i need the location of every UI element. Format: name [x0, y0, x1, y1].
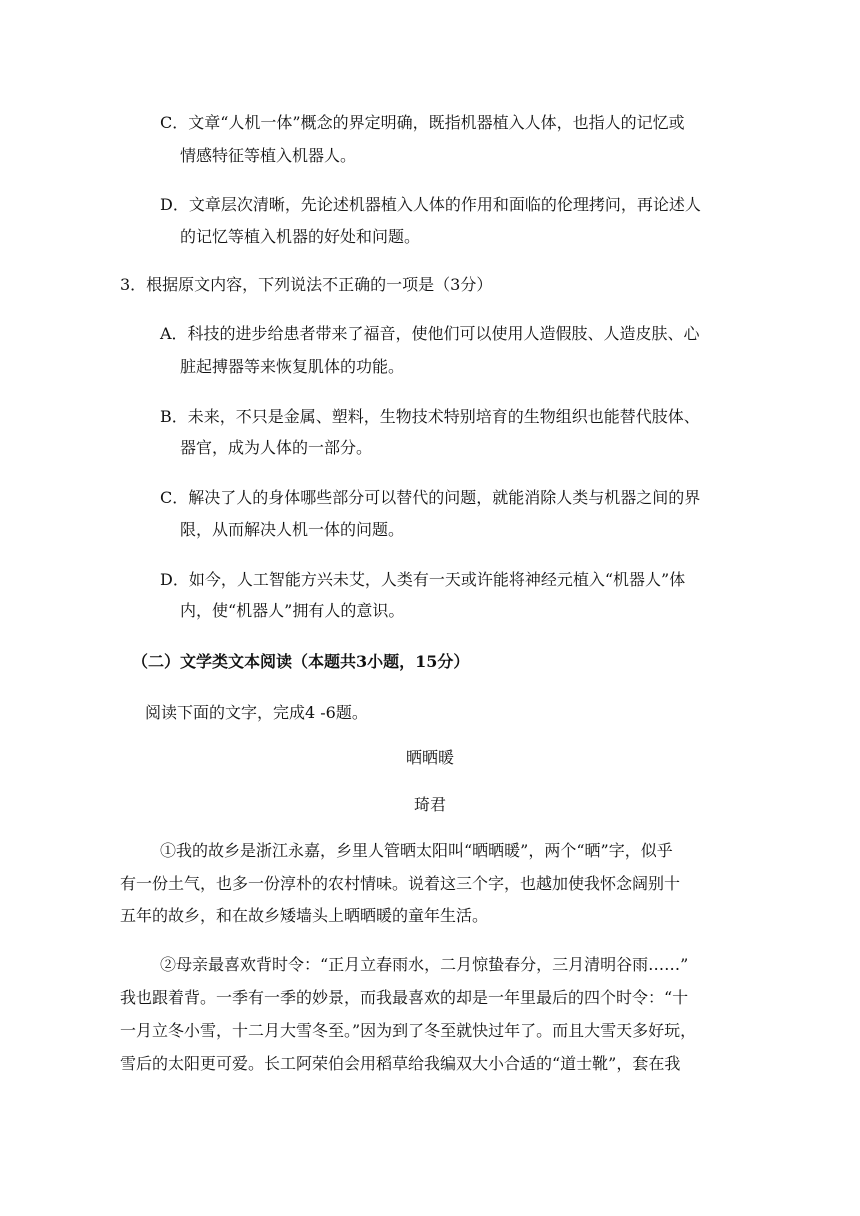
para2-line3: 一月立冬小雪，十二月大雪冬至。”因为到了冬至就快过年了。而且大雪天多好玩，: [120, 1021, 697, 1040]
q3-option-a-line1: A．科技的进步给患者带来了福音，使他们可以使用人造假肢、人造皮肤、心: [160, 324, 700, 343]
reading-instruction: 阅读下面的文字，完成4 -6题。: [145, 703, 368, 722]
q3-option-d-line2: 内，使“机器人”拥有人的意识。: [180, 601, 405, 620]
q3-option-a-line2: 脏起搏器等来恢复肌体的功能。: [180, 357, 405, 376]
article-author: 琦君: [413, 795, 446, 814]
para1-line1: ①我的故乡是浙江永嘉，乡里人管晒太阳叫“晒晒暖”，两个“晒”字，似乎: [160, 841, 673, 860]
q2-option-c-line2: 情感特征等植入机器人。: [180, 146, 357, 165]
section-heading: （二）文学类文本阅读（本题共3小题，15分）: [132, 652, 470, 671]
q2-option-d-line1: D．文章层次清晰，先论述机器植入人体的作用和面临的伦理拷问，再论述人: [160, 195, 701, 214]
q3-option-c-line1: C．解决了人的身体哪些部分可以替代的问题，就能消除人类与机器之间的界: [160, 488, 701, 507]
q3-stem: 3．根据原文内容，下列说法不正确的一项是（3分）: [120, 275, 493, 294]
q2-option-c-line1: C．文章“人机一体”概念的界定明确，既指机器植入人体，也指人的记忆或: [160, 113, 685, 132]
para1-line2: 有一份土气，也多一份淳朴的农村情味。说着这三个字，也越加使我怀念阔别十: [120, 874, 681, 893]
para1-line3: 五年的故乡，和在故乡矮墙头上晒晒暖的童年生活。: [120, 906, 489, 925]
para2-line1: ②母亲最喜欢背时令：“正月立春雨水，二月惊蛰春分，三月清明谷雨……”: [160, 955, 689, 974]
q2-option-d-line2: 的记忆等植入机器的好处和问题。: [180, 227, 421, 246]
q3-option-b-line1: B．未来，不只是金属、塑料，生物技术特别培育的生物组织也能替代肢体、: [160, 407, 700, 426]
para2-line4: 雪后的太阳更可爱。长工阿荣伯会用稻草给我编双大小合适的“道士靴”，套在我: [120, 1054, 681, 1073]
q3-option-d-line1: D．如今，人工智能方兴未艾，人类有一天或许能将神经元植入“机器人”体: [160, 570, 686, 589]
q3-option-b-line2: 器官，成为人体的一部分。: [180, 438, 373, 457]
article-title: 晒晒暖: [405, 748, 454, 767]
q3-option-c-line2: 限，从而解决人机一体的问题。: [180, 520, 405, 539]
para2-line2: 我也跟着背。一季有一季的妙景，而我最喜欢的却是一年里最后的四个时令：“十: [120, 988, 689, 1007]
